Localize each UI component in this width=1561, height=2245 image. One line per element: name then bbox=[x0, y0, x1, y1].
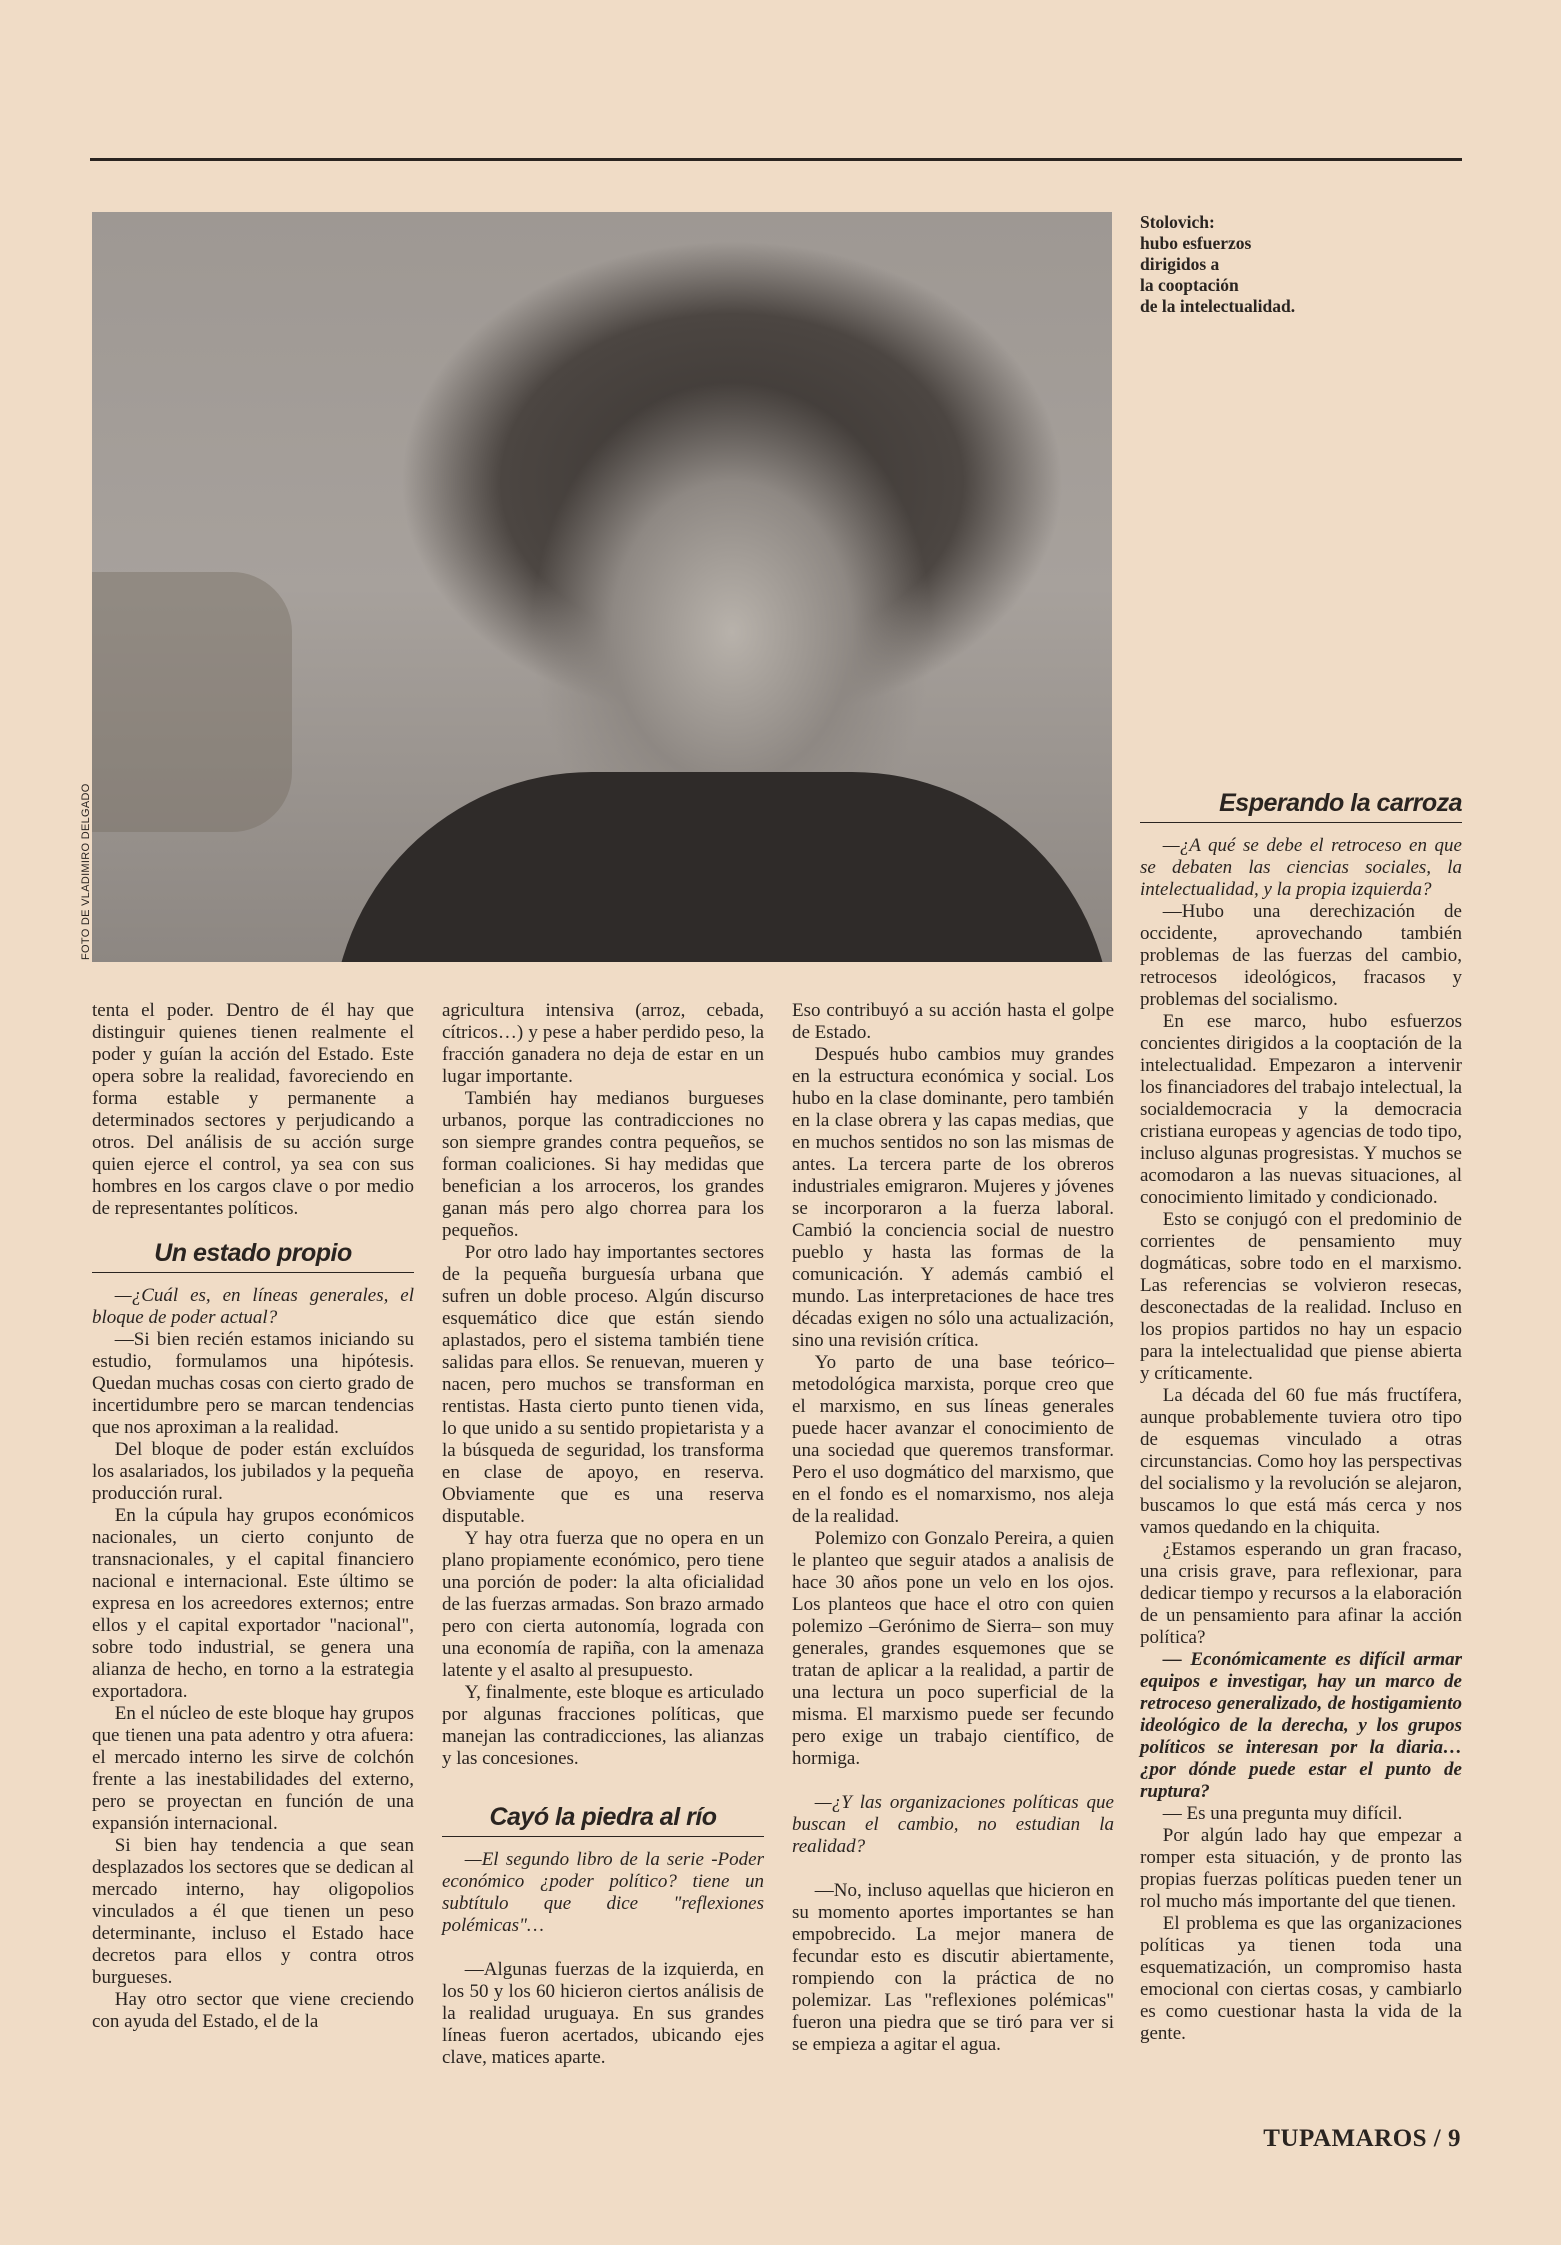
paragraph: Después hubo cambios muy grandes en la estructura económica y social. Los hubo en la clase dominante, pero también en la clase obrera y las capas medias, que en muchos sentidos no son las mismas de antes. La tercera parte de los obreros industriales emigraron. Mujeres y jóvenes se incorporaron a la fuerza laboral. Cambió la conciencia social de nuestro pueblo y hasta las formas de la comunicación. Y además cambió el mundo. Las interpretaciones de hace tres décadas exigen no sólo una actualización, sino una revisión crítica. bbox=[792, 1044, 1114, 1351]
paragraph: Si bien hay tendencia a que sean desplazados los sectores que se dedican al mercado interno, hay oligopolios vinculados a él que tienen un peso determinante, incluso el Estado hace decretos para ellos y contra otros burgueses. bbox=[92, 1835, 414, 1988]
section-heading: Cayó la piedra al río bbox=[442, 1806, 764, 1837]
paragraph: Hay otro sector que viene creciendo con ayuda del Estado, el de la bbox=[92, 1989, 414, 2032]
page-footer: TUPAMAROS / 9 bbox=[1263, 2125, 1461, 2152]
paragraph: — Es una pregunta muy difícil. bbox=[1162, 1803, 1403, 1824]
paragraph: Y, finalmente, este bloque es articulado por algunas fracciones políticas, que manejan las contradicciones, las alianzas y las concesiones. bbox=[442, 1682, 764, 1769]
paragraph: En el núcleo de este bloque hay grupos que tienen una pata adentro y otra afuera: el mercado interno les sirve de colchón frente a las inestabilidades del externo, pero se proyectan en función de una expansión internacional. bbox=[92, 1703, 414, 1834]
paragraph: En ese marco, hubo esfuerzos concientes dirigidos a la cooptación de la intelectualidad. Empezaron a intervenir los financiadores del trabajo intelectual, la socialdemocracia y la democracia cristiana europeas y agencias de todo tipo, incluso algunas progresistas. Y muchos se acomodaron a las nuevas situaciones, al conocimiento limitado y condicionado. bbox=[1140, 1011, 1462, 1208]
paragraph: tenta el poder. Dentro de él hay que distinguir quienes tienen realmente el poder y guían la acción del Estado. Este opera sobre la realidad, favoreciendo en forma estable y permanente a determinados sectores y perjudicando a otros. Del análisis de su acción surge quien ejerce el control, ya sea con sus hombres en los cargos clave o por medio de representantes políticos. bbox=[92, 1000, 414, 1219]
background-lamp bbox=[92, 572, 292, 832]
sweater-shape bbox=[332, 772, 1112, 962]
question: —¿A qué se debe el retroceso en que se debaten las ciencias sociales, la intelectualidad, y la propia izquierda? bbox=[1140, 835, 1462, 900]
question: —¿Y las organizaciones políticas que buscan el cambio, no estudian la realidad? bbox=[792, 1792, 1114, 1857]
paragraph: Y hay otra fuerza que no opera en un plano propiamente económico, pero tiene una porción de poder: la alta oficialidad de las fuerzas armadas. Son brazo armado pero con cierta autonomía, lograda con una economía de rapiña, con la amenaza latente y el asalto al presupuesto. bbox=[442, 1528, 764, 1681]
section-heading: Un estado propio bbox=[92, 1242, 414, 1273]
paragraph: Por algún lado hay que empezar a romper esta situación, y de pronto las propias fuerzas políticas pueden tener un rol mucho más importante del que tienen. bbox=[1140, 1825, 1462, 1912]
paragraph: —Si bien recién estamos iniciando su estudio, formulamos una hipótesis. Quedan muchas cosas con cierto grado de incertidumbre pero se marcan tendencias que nos aproximan a la realidad. bbox=[92, 1329, 414, 1438]
column-1 bbox=[92, 1000, 414, 2033]
paragraph: Del bloque de poder están excluídos los asalariados, los jubilados y la pequeña producción rural. bbox=[92, 1439, 414, 1504]
question: —¿Cuál es, en líneas generales, el bloque de poder actual? bbox=[92, 1285, 414, 1328]
paragraph: Por otro lado hay importantes sectores de la pequeña burguesía urbana que sufren un doble proceso. Algún discurso esquemático dice que están siendo aplastados, pero el sistema también tiene salidas para ellos. Se renuevan, mueren y nacen, pero muchos se transforman en rentistas. Hasta cierto punto tienen vida, lo que unido a su sentido propietarista y a la búsqueda de seguridad, los transforma en clase de apoyo, en reserva. Obviamente que es una reserva disputable. bbox=[442, 1242, 764, 1527]
column-3 bbox=[792, 1000, 1114, 2056]
paragraph: El problema es que las organizaciones políticas ya tienen toda una esquematización, un compromiso hasta emocional con ciertas cosas, y cambiarlo es como cuestionar hasta la vida de la gente. bbox=[1140, 1913, 1462, 2044]
paragraph: —Hubo una derechización de occidente, aprovechando también problemas de las fuerzas del cambio, retrocesos ideológicos, fracasos y problemas del socialismo. bbox=[1140, 901, 1462, 1010]
paragraph: agricultura intensiva (arroz, cebada, cítricos…) y pese a haber perdido peso, la fracción ganadera no deja de estar en un lugar importante. bbox=[442, 1000, 764, 1087]
paragraph: Esto se conjugó con el predominio de corrientes de pensamiento muy dogmáticas, sobre todo en el marxismo. Las referencias se volvieron resecas, desconectadas de la realidad. Incluso en los propios partidos no hay un espacio para la intelectualidad que piense abierta y críticamente. bbox=[1140, 1209, 1462, 1384]
question: —El segundo libro de la serie -Poder económico ¿poder político? tiene un subtítulo que dice "reflexiones polémicas"… bbox=[442, 1849, 764, 1936]
paragraph: —Algunas fuerzas de la izquierda, en los 50 y los 60 hicieron ciertos análisis de la realidad uruguaya. En sus grandes líneas fueron acertados, ubicando ejes clave, matices aparte. bbox=[442, 1959, 764, 2068]
section-heading: Esperando la carroza bbox=[1140, 792, 1462, 823]
photo-caption: Stolovich: hubo esfuerzos dirigidos a la cooptación de la intelectualidad. bbox=[1140, 212, 1296, 316]
column-2 bbox=[442, 1000, 764, 2069]
top-rule bbox=[90, 158, 1462, 161]
paragraph: —No, incluso aquellas que hicieron en su momento aportes importantes se han empobrecido. La mejor manera de fecundar esto es discutir abiertamente, rompiendo con la práctica de no polemizar. Las "reflexiones polémicas" fueron una piedra que se tiró para ver si se empieza a agitar el agua. bbox=[792, 1880, 1114, 2055]
paragraph: También hay medianos burgueses urbanos, porque las contradicciones no son siempre grandes contra pequeños, se forman coaliciones. Si hay medidas que benefician a los arroceros, los grandes ganan más pero algo chorrea para los pequeños. bbox=[442, 1088, 764, 1241]
column-4 bbox=[1140, 789, 1462, 2045]
photo-credit: FOTO DE VLADIMIRO DELGADO bbox=[80, 783, 92, 960]
paragraph: La década del 60 fue más fructífera, aunque probablemente tuviera otro tipo de esquemas vinculado a otras circunstancias. Como hoy las perspectivas del socialismo y la revolución se alejaron, buscamos lo que está más cerca y nos vamos quedando en la chiquita. bbox=[1140, 1385, 1462, 1538]
portrait-photo bbox=[92, 212, 1112, 962]
paragraph: ¿Estamos esperando un gran fracaso, una crisis grave, para reflexionar, para dedicar tiempo y recursos a la elaboración de un pensamiento para afinar la acción política? bbox=[1140, 1539, 1462, 1648]
paragraph: Eso contribuyó a su acción hasta el golpe de Estado. bbox=[792, 1000, 1114, 1043]
paragraph: Yo parto de una base teórico–metodológica marxista, porque creo que el marxismo, en sus líneas generales puede hacer avanzar el conocimiento de una sociedad que queremos transformar. Pero el uso dogmático del marxismo, que en el fondo es el nomarxismo, nos aleja de la realidad. bbox=[792, 1352, 1114, 1527]
paragraph: En la cúpula hay grupos económicos nacionales, un cierto conjunto de transnacionales, y el capital financiero nacional e internacional. Este último se expresa en los acreedores externos; entre ellos y el capital exportador "nacional", sobre todo industrial, se genera una alianza de hecho, en torno a la estrategia exportadora. bbox=[92, 1505, 414, 1702]
question: — Económicamente es difícil armar equipos e investigar, hay un marco de retroceso generalizado, de hostigamiento ideológico de la derecha, y los grupos políticos se interesan por la diaria… ¿por dónde puede estar el punto de ruptura? bbox=[1140, 1649, 1462, 1802]
paragraph: Polemizo con Gonzalo Pereira, a quien le planteo que seguir atados a analisis de hace 30 años pone un velo en los ojos. Los planteos que hace el otro con quien polemizo –Gerónimo de Sierra– son muy generales, grandes esquemones que se tratan de aplicar a la realidad, a partir de una lectura un poco superficial de la misma. El marxismo puede ser fecundo pero exige un trabajo científico, de hormiga. bbox=[792, 1528, 1114, 1769]
